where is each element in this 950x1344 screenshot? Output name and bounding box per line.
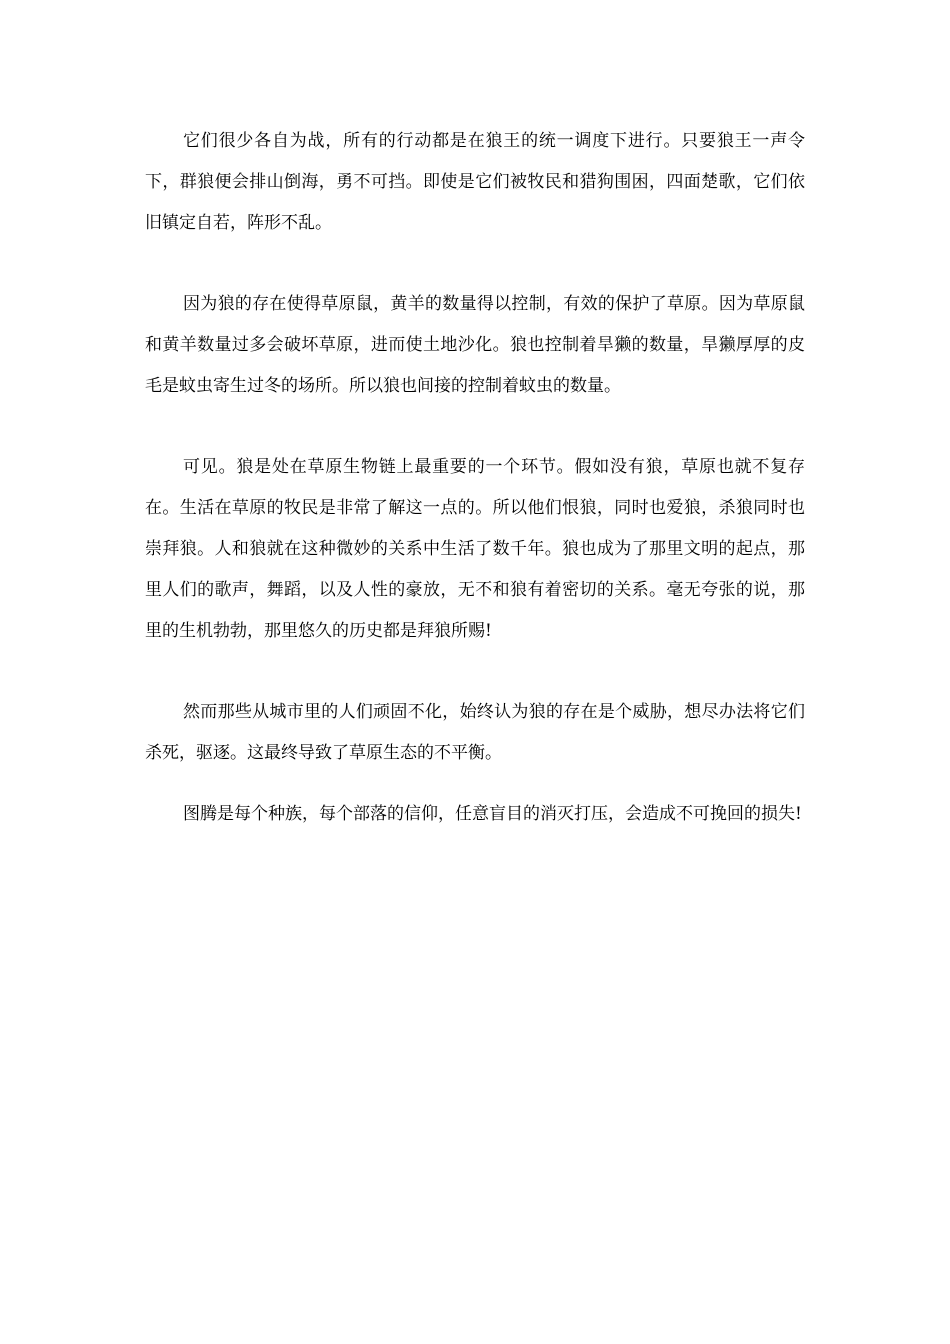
paragraph-spacer xyxy=(145,244,805,284)
paragraph-wolf-pack-discipline: 它们很少各自为战，所有的行动都是在狼王的统一调度下进行。只要狼王一声令下，群狼便会排山倒海，勇不可挡。即使是它们被牧民和猎狗围困，四面楚歌，它们依旧镇定自若，阵形不乱。 xyxy=(145,131,805,233)
paragraph-totem: 图腾是每个种族，每个部落的信仰，任意盲目的消灭打压，会造成不可挽回的损失! xyxy=(183,804,802,824)
document-page xyxy=(145,121,805,835)
paragraph-wolf-ecological-role: 因为狼的存在使得草原鼠，黄羊的数量得以控制，有效的保护了草原。因为草原鼠和黄羊数量过多会破坏草原，进而使土地沙化。狼也控制着旱獭的数量，旱獭厚厚的皮毛是蚊虫寄生过冬的场所。所以狼也间接的控制着蚊虫的数量。 xyxy=(145,294,805,396)
paragraph-spacer xyxy=(145,407,805,447)
paragraph-wolf-food-chain: 可见。狼是处在草原生物链上最重要的一个环节。假如没有狼，草原也就不复存在。生活在草原的牧民是非常了解这一点的。所以他们恨狼，同时也爱狼，杀狼同时也崇拜狼。人和狼就在这种微妙的关系中生活了数千年。狼也成为了那里文明的起点，那里人们的歌声，舞蹈，以及人性的豪放，无不和狼有着密切的关系。毫无夸张的说，那里的生机勃勃，那里悠久的历史都是拜狼所赐! xyxy=(145,457,805,641)
paragraph-spacer xyxy=(145,774,805,794)
paragraph-spacer xyxy=(145,652,805,692)
paragraph-city-people: 然而那些从城市里的人们顽固不化，始终认为狼的存在是个威胁，想尽办法将它们杀死，驱逐。这最终导致了草原生态的不平衡。 xyxy=(145,702,805,763)
